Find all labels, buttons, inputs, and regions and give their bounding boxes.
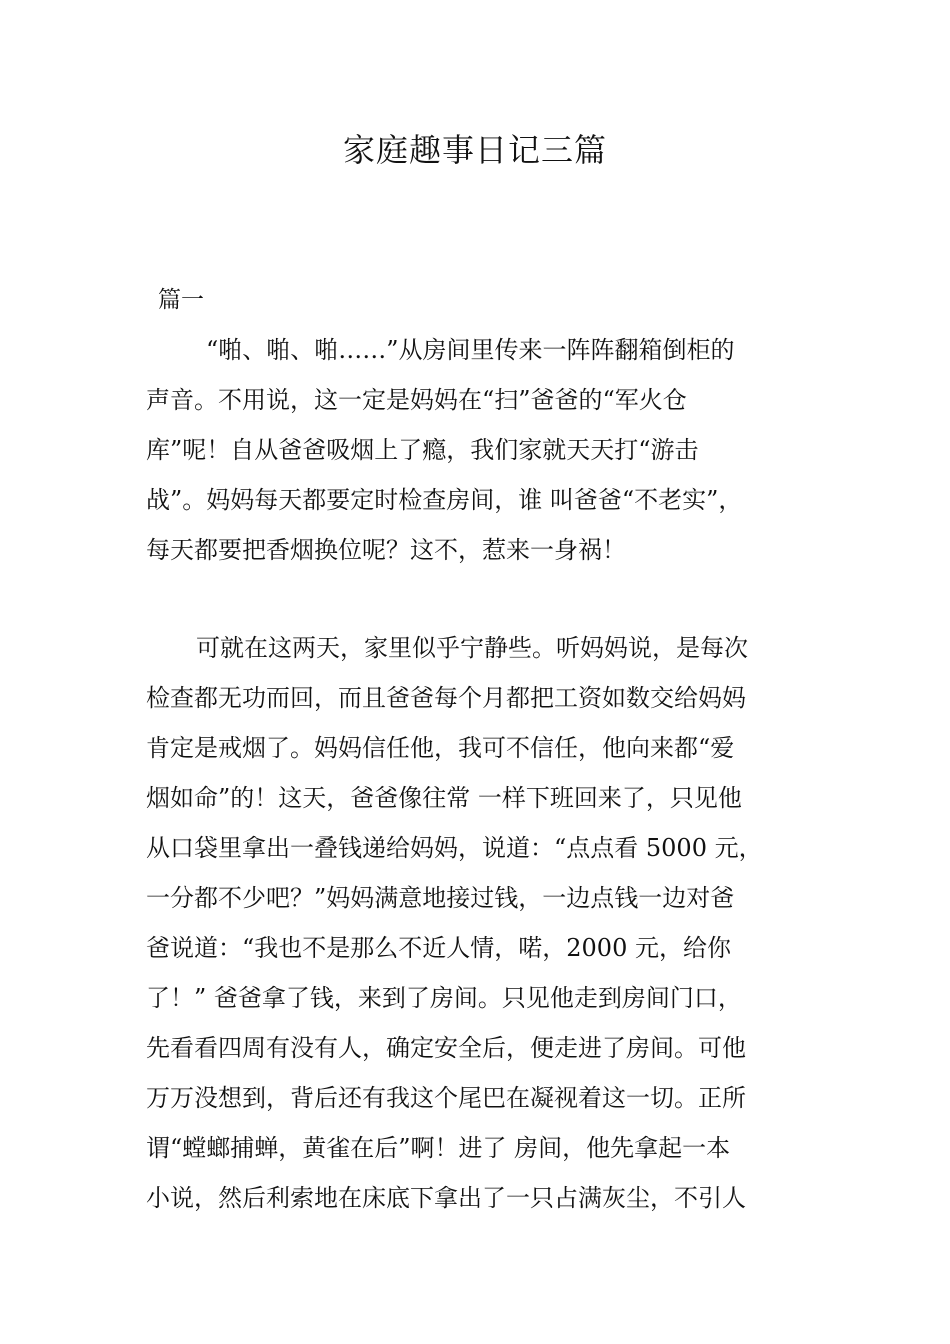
paragraph-line: 声音。不用说，这一定是妈妈在“扫”爸爸的“军火仓 xyxy=(146,386,687,414)
paragraph-line: 了！” 爸爸拿了钱，来到了房间。只见他走到房间门口， xyxy=(146,984,742,1012)
paragraph-line: 检查都无功而回，而且爸爸每个月都把工资如数交给妈妈 xyxy=(146,684,746,712)
paragraph-line: 烟如命”的！这天，爸爸像往常 一样下班回来了，只见他 xyxy=(146,784,742,812)
paragraph-line: 一分都不少吧？”妈妈满意地接过钱，一边点钱一边对爸 xyxy=(146,884,735,912)
paragraph-line: 库”呢！自从爸爸吸烟上了瘾，我们家就天天打“游击 xyxy=(146,436,699,464)
paragraph-line: 爸说道：“我也不是那么不近人情，喏，2000 元，给你 xyxy=(146,934,731,962)
paragraph-line: 小说，然后利索地在床底下拿出了一只占满灰尘，不引人 xyxy=(146,1184,746,1212)
paragraph-line: 先看看四周有没有人，确定安全后，便走进了房间。可他 xyxy=(146,1034,746,1062)
paragraph-line: “啪、啪、啪……”从房间里传来一阵阵翻箱倒柜的 xyxy=(206,336,735,364)
document-title: 家庭趣事日记三篇 xyxy=(342,131,607,169)
paragraph-line: 谓“螳螂捕蝉，黄雀在后”啊！进了 房间，他先拿起一本 xyxy=(146,1134,731,1162)
paragraph-line: 万万没想到，背后还有我这个尾巴在凝视着这一切。正所 xyxy=(146,1084,746,1112)
section-label: 篇一 xyxy=(158,287,204,313)
paragraph-line: 可就在这两天，家里似乎宁静些。听妈妈说，是每次 xyxy=(196,634,748,662)
paragraph-line: 肯定是戒烟了。妈妈信任他，我可不信任，他向来都“爱 xyxy=(146,734,735,762)
paragraph-line: 从口袋里拿出一叠钱递给妈妈，说道：“点点看 5000 元， xyxy=(146,834,763,862)
paragraph-line: 每天都要把香烟换位呢？这不，惹来一身祸！ xyxy=(146,536,626,564)
paragraph-line: 战”。妈妈每天都要定时检查房间，谁 叫爸爸“不老实”， xyxy=(146,486,743,514)
